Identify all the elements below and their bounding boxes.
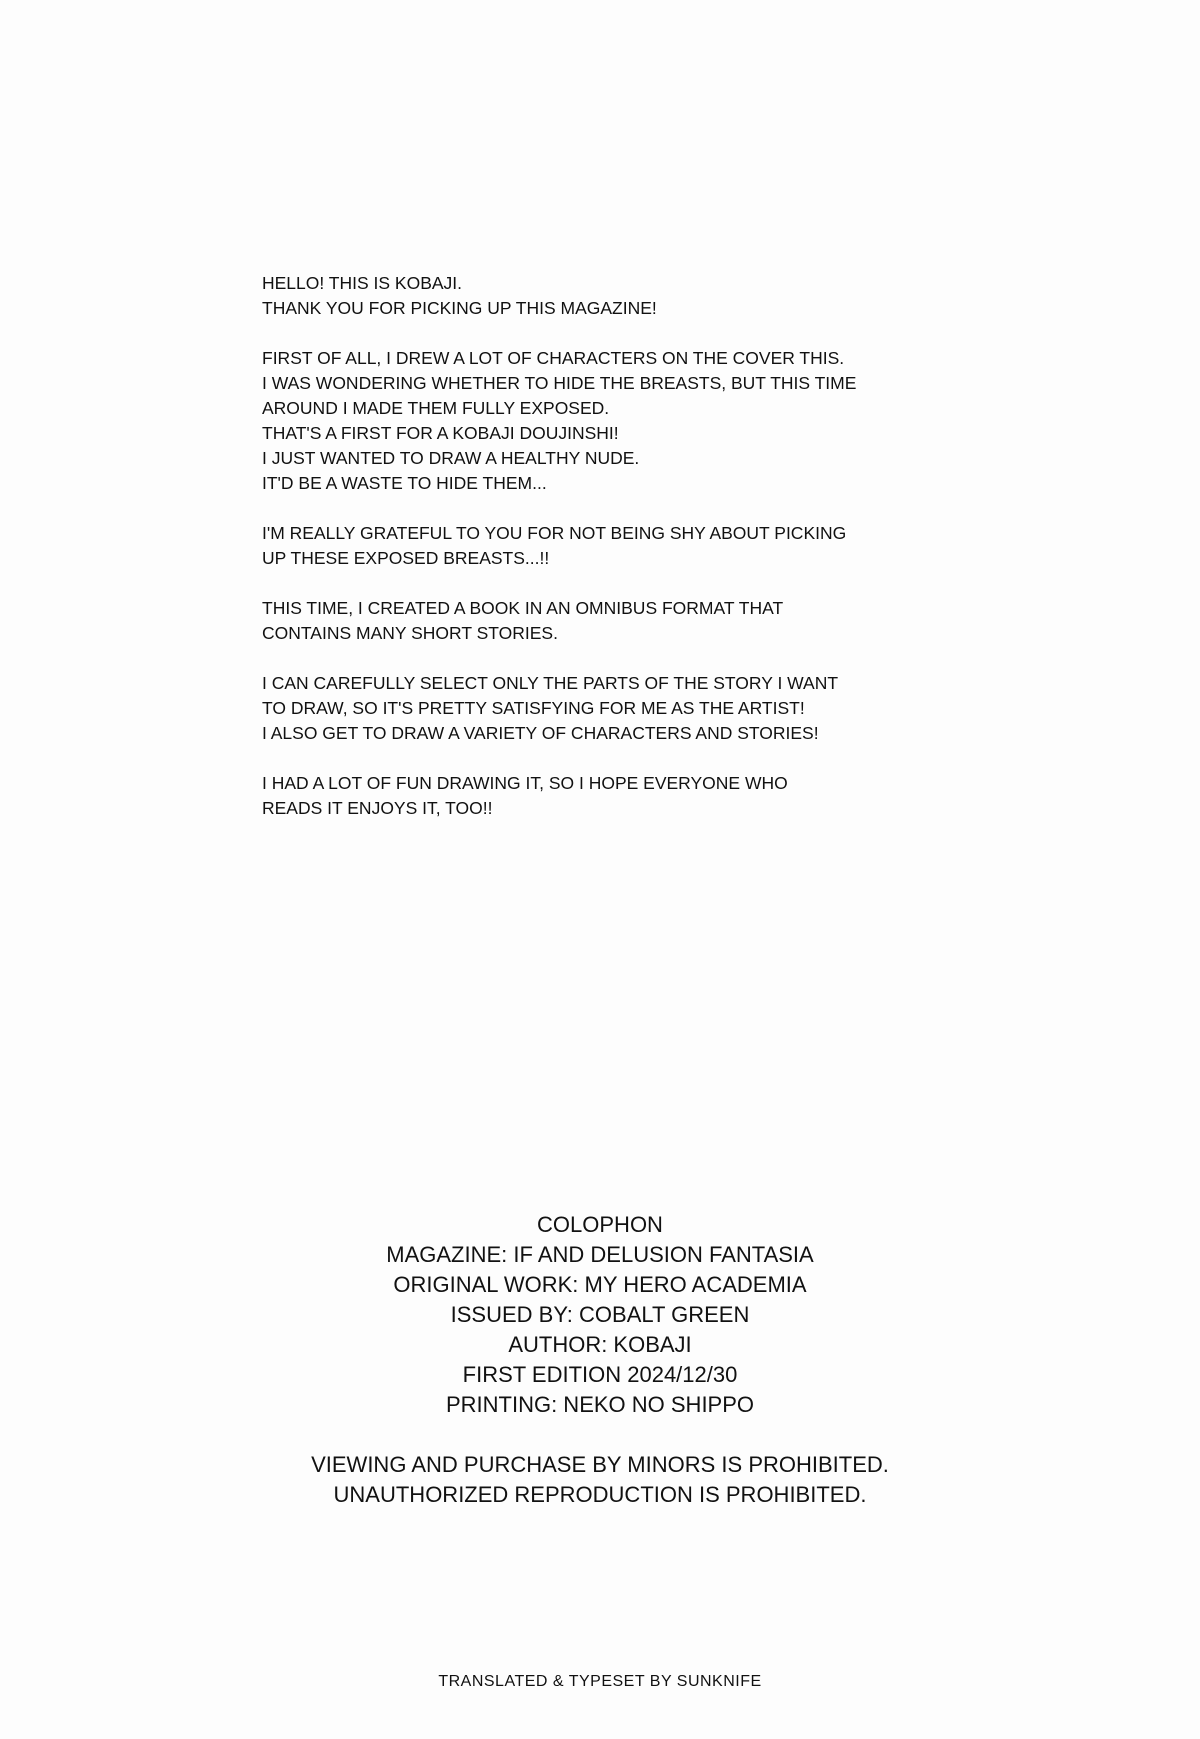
colophon-author: AUTHOR: KOBAJI — [508, 1332, 692, 1357]
legal-notices — [0, 1450, 1200, 1510]
colophon-first-edition: FIRST EDITION 2024/12/30 — [462, 1362, 738, 1387]
afterword-line: IT'D BE A WASTE TO HIDE THEM... — [262, 473, 547, 493]
colophon-printing: PRINTING: NEKO NO SHIPPO — [445, 1392, 755, 1417]
afterword-line: TO DRAW, SO IT'S PRETTY SATISFYING FOR ME AS THE ARTIST! — [262, 698, 805, 718]
afterword-line: FIRST OF ALL, I DREW A LOT OF CHARACTERS ON THE COVER THIS. — [262, 348, 845, 368]
afterword-line: I WAS WONDERING WHETHER TO HIDE THE BREASTS, BUT THIS TIME — [262, 373, 857, 393]
colophon-original-work: ORIGINAL WORK: MY HERO ACADEMIA — [393, 1272, 807, 1297]
minors-notice: VIEWING AND PURCHASE BY MINORS IS PROHIBITED. — [311, 1452, 889, 1477]
afterword-text — [262, 271, 982, 846]
afterword-paragraph — [262, 271, 982, 321]
translator-credit: TRANSLATED & TYPESET BY SUNKNIFE — [438, 1673, 762, 1690]
afterword-line: I ALSO GET TO DRAW A VARIETY OF CHARACTERS AND STORIES! — [262, 723, 819, 743]
afterword-line: AROUND I MADE THEM FULLY EXPOSED. — [262, 398, 610, 418]
colophon-magazine: MAGAZINE: IF AND DELUSION FANTASIA — [386, 1242, 814, 1267]
afterword-line: THIS TIME, I CREATED A BOOK IN AN OMNIBUS FORMAT THAT — [262, 598, 784, 618]
afterword-paragraph — [262, 771, 982, 821]
afterword-line: I HAD A LOT OF FUN DRAWING IT, SO I HOPE EVERYONE WHO — [262, 773, 788, 793]
afterword-line: THAT'S A FIRST FOR A KOBAJI DOUJINSHI! — [262, 423, 619, 443]
afterword-line: CONTAINS MANY SHORT STORIES. — [262, 623, 558, 643]
afterword-line: THANK YOU FOR PICKING UP THIS MAGAZINE! — [262, 298, 657, 318]
afterword-paragraph — [262, 521, 982, 571]
colophon-issued-by: ISSUED BY: COBALT GREEN — [450, 1302, 750, 1327]
afterword-paragraph — [262, 596, 982, 646]
colophon — [0, 1210, 1200, 1420]
colophon-title: COLOPHON — [537, 1212, 663, 1237]
afterword-paragraph — [262, 671, 982, 746]
afterword-line: I JUST WANTED TO DRAW A HEALTHY NUDE. — [262, 448, 640, 468]
afterword-line: READS IT ENJOYS IT, TOO!! — [262, 798, 493, 818]
afterword-line: I'M REALLY GRATEFUL TO YOU FOR NOT BEING SHY ABOUT PICKING — [262, 523, 847, 543]
afterword-paragraph — [262, 346, 982, 496]
afterword-line: UP THESE EXPOSED BREASTS...!! — [262, 548, 550, 568]
reproduction-notice: UNAUTHORIZED REPRODUCTION IS PROHIBITED. — [333, 1482, 867, 1507]
afterword-line: HELLO! THIS IS KOBAJI. — [262, 273, 463, 293]
afterword-line: I CAN CAREFULLY SELECT ONLY THE PARTS OF THE STORY I WANT — [262, 673, 839, 693]
